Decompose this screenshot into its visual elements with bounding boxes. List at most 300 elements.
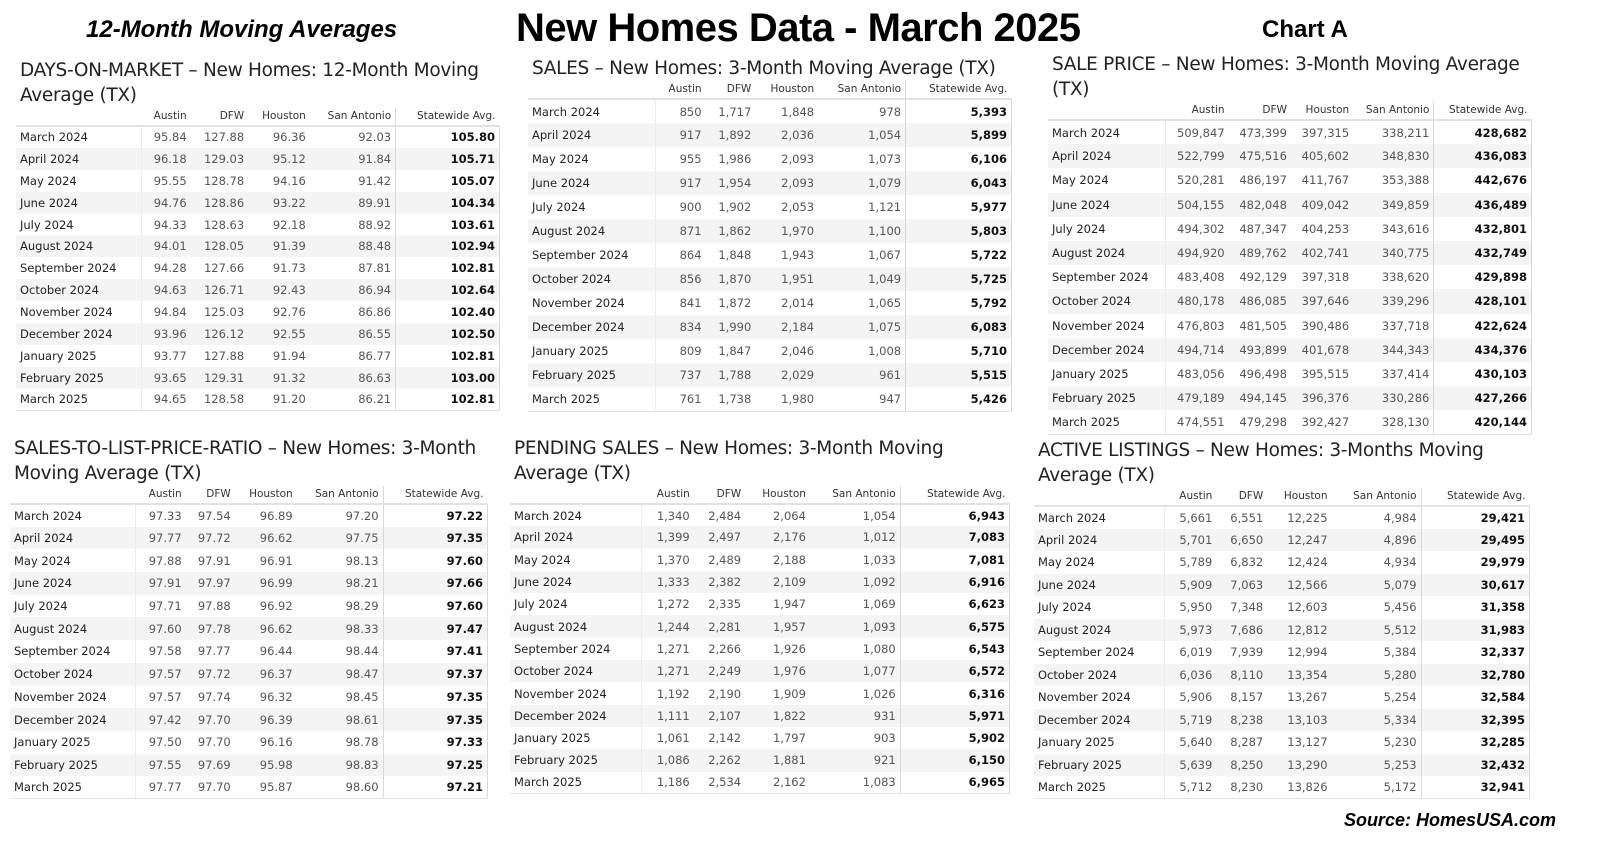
row-month: September 2024 <box>510 638 642 660</box>
value-cell: 97.74 <box>197 689 231 704</box>
value-cell: 1,186 <box>642 772 694 794</box>
column-header: Houston <box>745 486 810 504</box>
row-month: May 2024 <box>1034 551 1165 574</box>
table-title: SALE PRICE – New Homes: 3-Month Moving Average (TX) <box>1052 54 1520 100</box>
row-month: June 2024 <box>528 171 656 195</box>
value-cell: 390,486 <box>1301 318 1350 333</box>
value-cell: 483,408 <box>1177 270 1225 285</box>
column-header: Austin <box>642 486 694 504</box>
value-cell: 87.81 <box>358 261 392 276</box>
column-header: Austin <box>141 108 190 126</box>
value-cell: 12,603 <box>1287 600 1328 615</box>
statewide-cell: 7,081 <box>900 549 1009 571</box>
value-cell: 1,847 <box>718 344 752 358</box>
value-cell: 129.03 <box>191 148 249 170</box>
value-cell: 1,271 <box>656 641 690 656</box>
value-cell: 856 <box>656 267 706 291</box>
row-month: January 2025 <box>1048 362 1166 386</box>
section-title-12-month: 12-Month Moving Averages <box>86 16 398 43</box>
statewide-cell: 32,584 <box>1421 686 1529 709</box>
value-cell: 97.70 <box>186 776 235 799</box>
table-row <box>528 363 1012 387</box>
row-month: September 2024 <box>1048 265 1166 289</box>
row-month: June 2024 <box>1034 574 1165 597</box>
value-cell: 96.44 <box>259 644 293 659</box>
value-cell: 91.42 <box>358 173 392 188</box>
table-row <box>1034 731 1530 754</box>
statewide-cell: 5,710 <box>906 339 1012 363</box>
row-month: March 2024 <box>510 504 642 526</box>
statewide-cell: 6,572 <box>900 660 1009 682</box>
value-cell: 2,484 <box>708 508 742 523</box>
value-cell: 520,281 <box>1177 173 1225 188</box>
table-row <box>10 708 488 731</box>
value-cell: 5,950 <box>1179 600 1213 615</box>
sales-panel <box>528 56 1012 412</box>
value-cell: 96.62 <box>235 617 297 640</box>
statewide-cell: 29,421 <box>1421 506 1529 529</box>
table-row <box>1034 686 1530 709</box>
statewide-cell: 420,144 <box>1434 410 1532 434</box>
header-row <box>528 81 1012 99</box>
value-cell: 404,253 <box>1301 221 1350 236</box>
value-cell: 97.71 <box>148 599 182 614</box>
value-cell: 1,862 <box>706 219 756 243</box>
row-month: September 2024 <box>16 257 141 279</box>
statewide-cell: 102.40 <box>396 301 500 323</box>
value-cell: 2,014 <box>781 296 815 310</box>
value-cell: 6,832 <box>1230 555 1264 570</box>
value-cell: 94.63 <box>141 279 190 301</box>
table-row <box>510 638 1010 660</box>
statewide-cell: 97.35 <box>383 708 487 731</box>
value-cell: 5,973 <box>1165 619 1217 642</box>
column-header <box>1048 102 1166 120</box>
table-row <box>10 686 488 709</box>
row-month: August 2024 <box>1034 619 1165 642</box>
header-row <box>16 108 500 126</box>
value-cell: 392,427 <box>1291 410 1353 434</box>
row-month: August 2024 <box>528 219 656 243</box>
table-row <box>1048 193 1532 217</box>
column-header: Statewide Avg. <box>1421 488 1529 506</box>
row-month: July 2024 <box>10 595 136 618</box>
header-row <box>10 486 488 504</box>
data-table <box>1034 488 1530 799</box>
value-cell: 2,053 <box>781 200 815 214</box>
value-cell: 493,899 <box>1229 338 1291 362</box>
table-row <box>10 617 488 640</box>
statewide-cell: 104.34 <box>396 192 500 214</box>
value-cell: 2,184 <box>755 315 818 339</box>
row-month: April 2024 <box>10 527 136 550</box>
value-cell: 340,775 <box>1353 241 1434 265</box>
value-cell: 5,639 <box>1165 754 1217 777</box>
row-month: July 2024 <box>16 214 141 236</box>
value-cell: 97.88 <box>197 599 231 614</box>
value-cell: 91.94 <box>272 348 306 363</box>
value-cell: 2,142 <box>708 731 742 746</box>
data-table <box>10 486 488 799</box>
row-month: August 2024 <box>510 615 642 637</box>
value-cell: 92.76 <box>272 305 306 320</box>
table-row <box>1034 574 1530 597</box>
value-cell: 397,315 <box>1301 125 1350 140</box>
statewide-cell: 5,426 <box>906 387 1012 411</box>
table-row <box>1034 596 1530 619</box>
value-cell: 476,803 <box>1177 318 1225 333</box>
row-month: July 2024 <box>528 195 656 219</box>
value-cell: 96.91 <box>259 553 293 568</box>
column-header: Statewide Avg. <box>906 81 1012 99</box>
column-header: Statewide Avg. <box>396 108 500 126</box>
value-cell: 947 <box>818 387 906 411</box>
value-cell: 522,799 <box>1166 144 1229 168</box>
value-cell: 88.48 <box>310 235 396 257</box>
value-cell: 5,079 <box>1332 574 1422 597</box>
table-row <box>510 772 1010 794</box>
value-cell: 1,092 <box>810 571 900 593</box>
value-cell: 12,812 <box>1267 619 1331 642</box>
value-cell: 1,271 <box>642 660 694 682</box>
value-cell: 328,130 <box>1353 410 1434 434</box>
data-table <box>510 486 1010 794</box>
sales-to-list-ratio-panel <box>10 436 488 799</box>
value-cell: 93.77 <box>153 348 187 363</box>
value-cell: 125.03 <box>203 305 245 320</box>
table-row <box>510 615 1010 637</box>
value-cell: 2,109 <box>745 571 810 593</box>
value-cell: 409,042 <box>1291 193 1353 217</box>
value-cell: 98.33 <box>297 617 383 640</box>
row-month: May 2024 <box>528 147 656 171</box>
value-cell: 349,859 <box>1353 193 1434 217</box>
value-cell: 6,650 <box>1216 529 1267 552</box>
value-cell: 1,086 <box>642 749 694 771</box>
chart-a-label: Chart A <box>1262 16 1348 43</box>
value-cell: 94.28 <box>153 261 187 276</box>
statewide-cell: 97.35 <box>383 527 487 550</box>
table-row <box>10 527 488 550</box>
statewide-cell: 102.81 <box>396 345 500 367</box>
table-row <box>16 257 500 279</box>
value-cell: 4,896 <box>1332 529 1422 552</box>
value-cell: 1,192 <box>656 686 690 701</box>
value-cell: 91.73 <box>272 261 306 276</box>
statewide-cell: 6,916 <box>900 571 1009 593</box>
value-cell: 97.57 <box>136 663 186 686</box>
statewide-cell: 97.35 <box>383 686 487 709</box>
value-cell: 5,512 <box>1332 619 1422 642</box>
value-cell: 509,847 <box>1177 125 1225 140</box>
value-cell: 834 <box>656 315 706 339</box>
table-row <box>510 660 1010 682</box>
value-cell: 86.55 <box>310 323 396 345</box>
value-cell: 128.63 <box>203 217 245 232</box>
value-cell: 13,267 <box>1287 690 1328 705</box>
statewide-cell: 97.66 <box>383 572 487 595</box>
value-cell: 395,515 <box>1301 366 1350 381</box>
table-row <box>1034 709 1530 732</box>
statewide-cell: 442,676 <box>1434 168 1532 192</box>
value-cell: 4,984 <box>1383 510 1417 525</box>
data-table <box>1048 102 1532 435</box>
value-cell: 1,951 <box>755 267 818 291</box>
table-row <box>16 214 500 236</box>
value-cell: 903 <box>873 731 896 746</box>
statewide-cell: 97.60 <box>383 549 487 572</box>
column-header: Houston <box>248 108 310 126</box>
value-cell: 5,172 <box>1332 776 1422 799</box>
row-month: September 2024 <box>1034 641 1165 664</box>
value-cell: 2,534 <box>694 772 745 794</box>
value-cell: 1,980 <box>755 387 818 411</box>
column-header: San Antonio <box>818 81 906 99</box>
table-title: ACTIVE LISTINGS – New Homes: 3-Months Moving Average (TX) <box>1038 440 1484 486</box>
statewide-cell: 29,979 <box>1421 551 1529 574</box>
value-cell: 96.32 <box>259 689 293 704</box>
statewide-cell: 102.50 <box>396 323 500 345</box>
row-month: February 2025 <box>16 367 141 389</box>
column-header <box>16 108 141 126</box>
value-cell: 396,376 <box>1291 386 1353 410</box>
value-cell: 475,516 <box>1229 144 1291 168</box>
statewide-cell: 29,495 <box>1421 529 1529 552</box>
value-cell: 8,157 <box>1230 690 1264 705</box>
value-cell: 1,717 <box>718 104 752 119</box>
value-cell: 401,678 <box>1291 338 1353 362</box>
value-cell: 1,788 <box>706 363 756 387</box>
statewide-cell: 5,803 <box>906 219 1012 243</box>
value-cell: 95.84 <box>153 130 187 145</box>
value-cell: 96.37 <box>235 663 297 686</box>
table-row <box>1048 168 1532 192</box>
header-row <box>1048 102 1532 120</box>
value-cell: 97.60 <box>136 617 186 640</box>
table-row <box>1048 338 1532 362</box>
column-header: DFW <box>1216 488 1267 506</box>
statewide-cell: 428,682 <box>1434 120 1532 144</box>
statewide-cell: 6,316 <box>900 682 1009 704</box>
value-cell: 917 <box>656 123 706 147</box>
table-row <box>16 345 500 367</box>
value-cell: 98.78 <box>345 735 379 750</box>
value-cell: 6,036 <box>1165 664 1217 687</box>
statewide-cell: 103.00 <box>396 367 500 389</box>
value-cell: 1,067 <box>868 248 902 262</box>
value-cell: 1,848 <box>781 104 815 119</box>
row-month: October 2024 <box>510 660 642 682</box>
value-cell: 5,456 <box>1383 600 1417 615</box>
table-title: PENDING SALES – New Homes: 3-Month Moving Average (TX) <box>514 438 944 484</box>
value-cell: 127.88 <box>203 130 245 145</box>
table-row <box>16 301 500 323</box>
statewide-cell: 6,106 <box>906 147 1012 171</box>
value-cell: 97.57 <box>148 689 182 704</box>
value-cell: 98.13 <box>345 553 379 568</box>
value-cell: 8,238 <box>1216 709 1267 732</box>
table-row <box>16 126 500 148</box>
statewide-cell: 105.07 <box>396 170 500 192</box>
table-row <box>1034 529 1530 552</box>
table-row <box>528 243 1012 267</box>
table-row <box>528 195 1012 219</box>
value-cell: 1,075 <box>818 315 906 339</box>
value-cell: 8,230 <box>1216 776 1267 799</box>
statewide-cell: 429,898 <box>1434 265 1532 289</box>
row-month: March 2024 <box>528 99 656 123</box>
table-row <box>528 219 1012 243</box>
value-cell: 2,335 <box>708 597 742 612</box>
statewide-cell: 5,902 <box>900 727 1009 749</box>
column-header: Houston <box>1291 102 1353 120</box>
statewide-cell: 6,943 <box>900 504 1009 526</box>
statewide-cell: 6,575 <box>900 615 1009 637</box>
value-cell: 97.91 <box>136 572 186 595</box>
value-cell: 397,646 <box>1291 289 1353 313</box>
value-cell: 1,822 <box>745 705 810 727</box>
row-month: March 2024 <box>1034 506 1165 529</box>
value-cell: 480,178 <box>1166 289 1229 313</box>
value-cell: 98.21 <box>297 572 383 595</box>
value-cell: 483,056 <box>1177 366 1225 381</box>
value-cell: 94.01 <box>141 235 190 257</box>
value-cell: 5,719 <box>1165 709 1217 732</box>
table-row <box>16 192 500 214</box>
value-cell: 1,111 <box>642 705 694 727</box>
row-month: October 2024 <box>1048 289 1166 313</box>
value-cell: 5,712 <box>1165 776 1217 799</box>
statewide-cell: 30,617 <box>1421 574 1529 597</box>
value-cell: 97.70 <box>186 708 235 731</box>
column-header: DFW <box>706 81 756 99</box>
value-cell: 402,741 <box>1291 241 1353 265</box>
value-cell: 98.61 <box>297 708 383 731</box>
value-cell: 96.16 <box>259 735 293 750</box>
statewide-cell: 97.60 <box>383 595 487 618</box>
statewide-cell: 32,780 <box>1421 664 1529 687</box>
row-month: February 2025 <box>1048 386 1166 410</box>
column-header: San Antonio <box>1332 488 1422 506</box>
value-cell: 1,976 <box>745 660 810 682</box>
row-month: November 2024 <box>1048 314 1166 338</box>
value-cell: 97.91 <box>197 553 231 568</box>
value-cell: 8,250 <box>1216 754 1267 777</box>
table-row <box>528 315 1012 339</box>
value-cell: 92.43 <box>248 279 310 301</box>
statewide-cell: 103.61 <box>396 214 500 236</box>
value-cell: 97.75 <box>297 527 383 550</box>
statewide-cell: 97.41 <box>383 640 487 663</box>
statewide-cell: 97.33 <box>383 731 487 754</box>
statewide-cell: 102.81 <box>396 389 500 411</box>
table-row <box>16 235 500 257</box>
table-title: SALES – New Homes: 3-Month Moving Average (TX) <box>532 58 996 79</box>
statewide-cell: 6,150 <box>900 749 1009 771</box>
table-row <box>10 549 488 572</box>
value-cell: 86.86 <box>358 305 392 320</box>
value-cell: 98.29 <box>345 599 379 614</box>
value-cell: 86.21 <box>310 389 396 411</box>
value-cell: 98.60 <box>297 776 383 799</box>
value-cell: 2,107 <box>694 705 745 727</box>
value-cell: 2,093 <box>755 171 818 195</box>
value-cell: 2,046 <box>781 344 815 358</box>
table-row <box>1048 120 1532 144</box>
value-cell: 97.77 <box>197 644 231 659</box>
value-cell: 97.78 <box>186 617 235 640</box>
value-cell: 91.32 <box>248 367 310 389</box>
value-cell: 5,384 <box>1383 645 1417 660</box>
value-cell: 1,872 <box>718 296 752 310</box>
row-month: August 2024 <box>10 617 136 640</box>
value-cell: 97.50 <box>148 735 182 750</box>
table-row <box>10 504 488 527</box>
row-month: June 2024 <box>510 571 642 593</box>
value-cell: 92.55 <box>248 323 310 345</box>
value-cell: 97.97 <box>186 572 235 595</box>
row-month: June 2024 <box>16 192 141 214</box>
table-row <box>528 171 1012 195</box>
value-cell: 97.72 <box>186 527 235 550</box>
value-cell: 5,661 <box>1179 510 1213 525</box>
value-cell: 1,008 <box>868 344 902 358</box>
table-row <box>10 572 488 595</box>
value-cell: 128.05 <box>191 235 249 257</box>
value-cell: 5,230 <box>1383 735 1417 750</box>
table-row <box>510 727 1010 749</box>
row-month: May 2024 <box>1048 168 1166 192</box>
value-cell: 1,399 <box>642 526 694 548</box>
value-cell: 95.55 <box>153 173 187 188</box>
value-cell: 339,296 <box>1353 289 1434 313</box>
row-month: November 2024 <box>528 291 656 315</box>
statewide-cell: 432,801 <box>1434 217 1532 241</box>
value-cell: 1,100 <box>818 219 906 243</box>
value-cell: 494,302 <box>1177 221 1225 236</box>
value-cell: 89.91 <box>310 192 396 214</box>
table-title: SALES-TO-LIST-PRICE-RATIO – New Homes: 3-Month Moving Average (TX) <box>14 438 476 484</box>
header-row <box>1034 488 1530 506</box>
table-row <box>10 776 488 799</box>
value-cell: 1,870 <box>706 267 756 291</box>
value-cell: 1,797 <box>772 731 806 746</box>
value-cell: 1,909 <box>772 686 806 701</box>
value-cell: 97.77 <box>136 776 186 799</box>
row-month: February 2025 <box>528 363 656 387</box>
value-cell: 2,266 <box>708 641 742 656</box>
value-cell: 1,926 <box>772 641 806 656</box>
row-month: March 2025 <box>10 776 136 799</box>
value-cell: 13,127 <box>1287 735 1328 750</box>
row-month: February 2025 <box>510 749 642 771</box>
statewide-cell: 5,722 <box>906 243 1012 267</box>
column-header: DFW <box>1229 102 1291 120</box>
row-month: July 2024 <box>1048 217 1166 241</box>
row-month: December 2024 <box>1048 338 1166 362</box>
value-cell: 98.45 <box>345 689 379 704</box>
row-month: April 2024 <box>510 526 642 548</box>
table-row <box>16 389 500 411</box>
value-cell: 91.39 <box>248 235 310 257</box>
table-row <box>1048 362 1532 386</box>
column-header: San Antonio <box>1353 102 1434 120</box>
value-cell: 97.88 <box>148 553 182 568</box>
value-cell: 2,176 <box>745 526 810 548</box>
table-row <box>510 549 1010 571</box>
value-cell: 2,489 <box>708 552 742 567</box>
value-cell: 1,738 <box>706 387 756 411</box>
